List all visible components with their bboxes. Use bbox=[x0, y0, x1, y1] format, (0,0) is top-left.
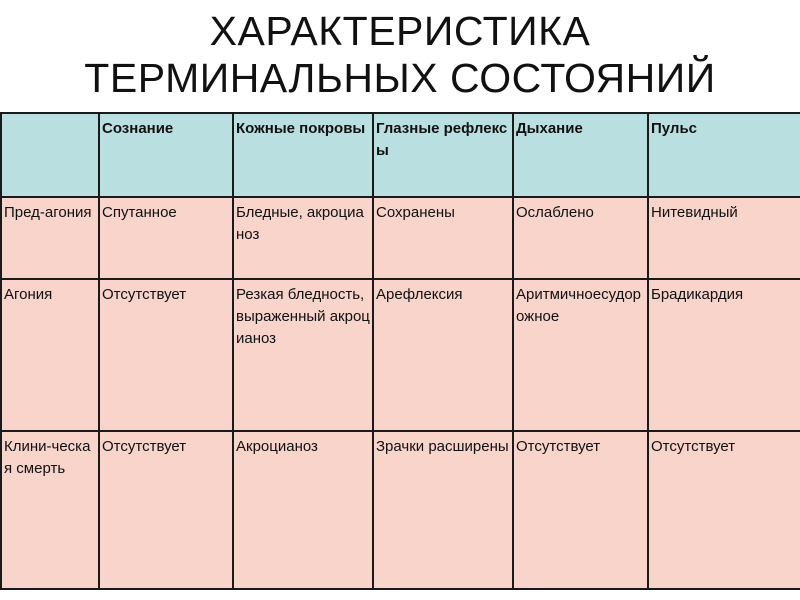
header-cell-consciousness: Сознание bbox=[99, 113, 233, 197]
header-cell-pulse: Пульс bbox=[648, 113, 800, 197]
title-line-2: ТЕРМИНАЛЬНЫХ СОСТОЯНИЙ bbox=[84, 55, 716, 101]
row-label-clinical-death: Клини-ческая смерть bbox=[1, 431, 99, 589]
table-cell: Брадикардия bbox=[648, 279, 800, 431]
header-cell-eye-reflexes: Глазные рефлексы bbox=[373, 113, 513, 197]
table-row bbox=[1, 197, 800, 279]
table-cell: Ослаблено bbox=[513, 197, 648, 279]
table-cell: Арефлексия bbox=[373, 279, 513, 431]
table-cell: Отсутствует bbox=[99, 431, 233, 589]
header-cell-skin: Кожные покровы bbox=[233, 113, 373, 197]
terminal-states-table bbox=[0, 112, 800, 590]
table-cell: Резкая бледность, выраженный акроцианоз bbox=[233, 279, 373, 431]
table-cell: Отсутствует bbox=[99, 279, 233, 431]
table-row bbox=[1, 431, 800, 589]
table-cell: Нитевидный bbox=[648, 197, 800, 279]
table-cell: Бледные, акроцианоз bbox=[233, 197, 373, 279]
row-label-preagony: Пред-агония bbox=[1, 197, 99, 279]
row-label-agony: Агония bbox=[1, 279, 99, 431]
table-cell: Зрачки расширены bbox=[373, 431, 513, 589]
header-cell-breathing: Дыхание bbox=[513, 113, 648, 197]
header-cell-empty bbox=[1, 113, 99, 197]
table-cell: Сохранены bbox=[373, 197, 513, 279]
table-cell: Акроцианоз bbox=[233, 431, 373, 589]
table-cell: Отсутствует bbox=[513, 431, 648, 589]
table-header-row bbox=[1, 113, 800, 197]
table-row bbox=[1, 279, 800, 431]
table-cell: Отсутствует bbox=[648, 431, 800, 589]
slide-title bbox=[0, 8, 800, 102]
table-cell: Аритмичноесудорожное bbox=[513, 279, 648, 431]
title-line-1: ХАРАКТЕРИСТИКА bbox=[209, 8, 591, 54]
table-cell: Спутанное bbox=[99, 197, 233, 279]
